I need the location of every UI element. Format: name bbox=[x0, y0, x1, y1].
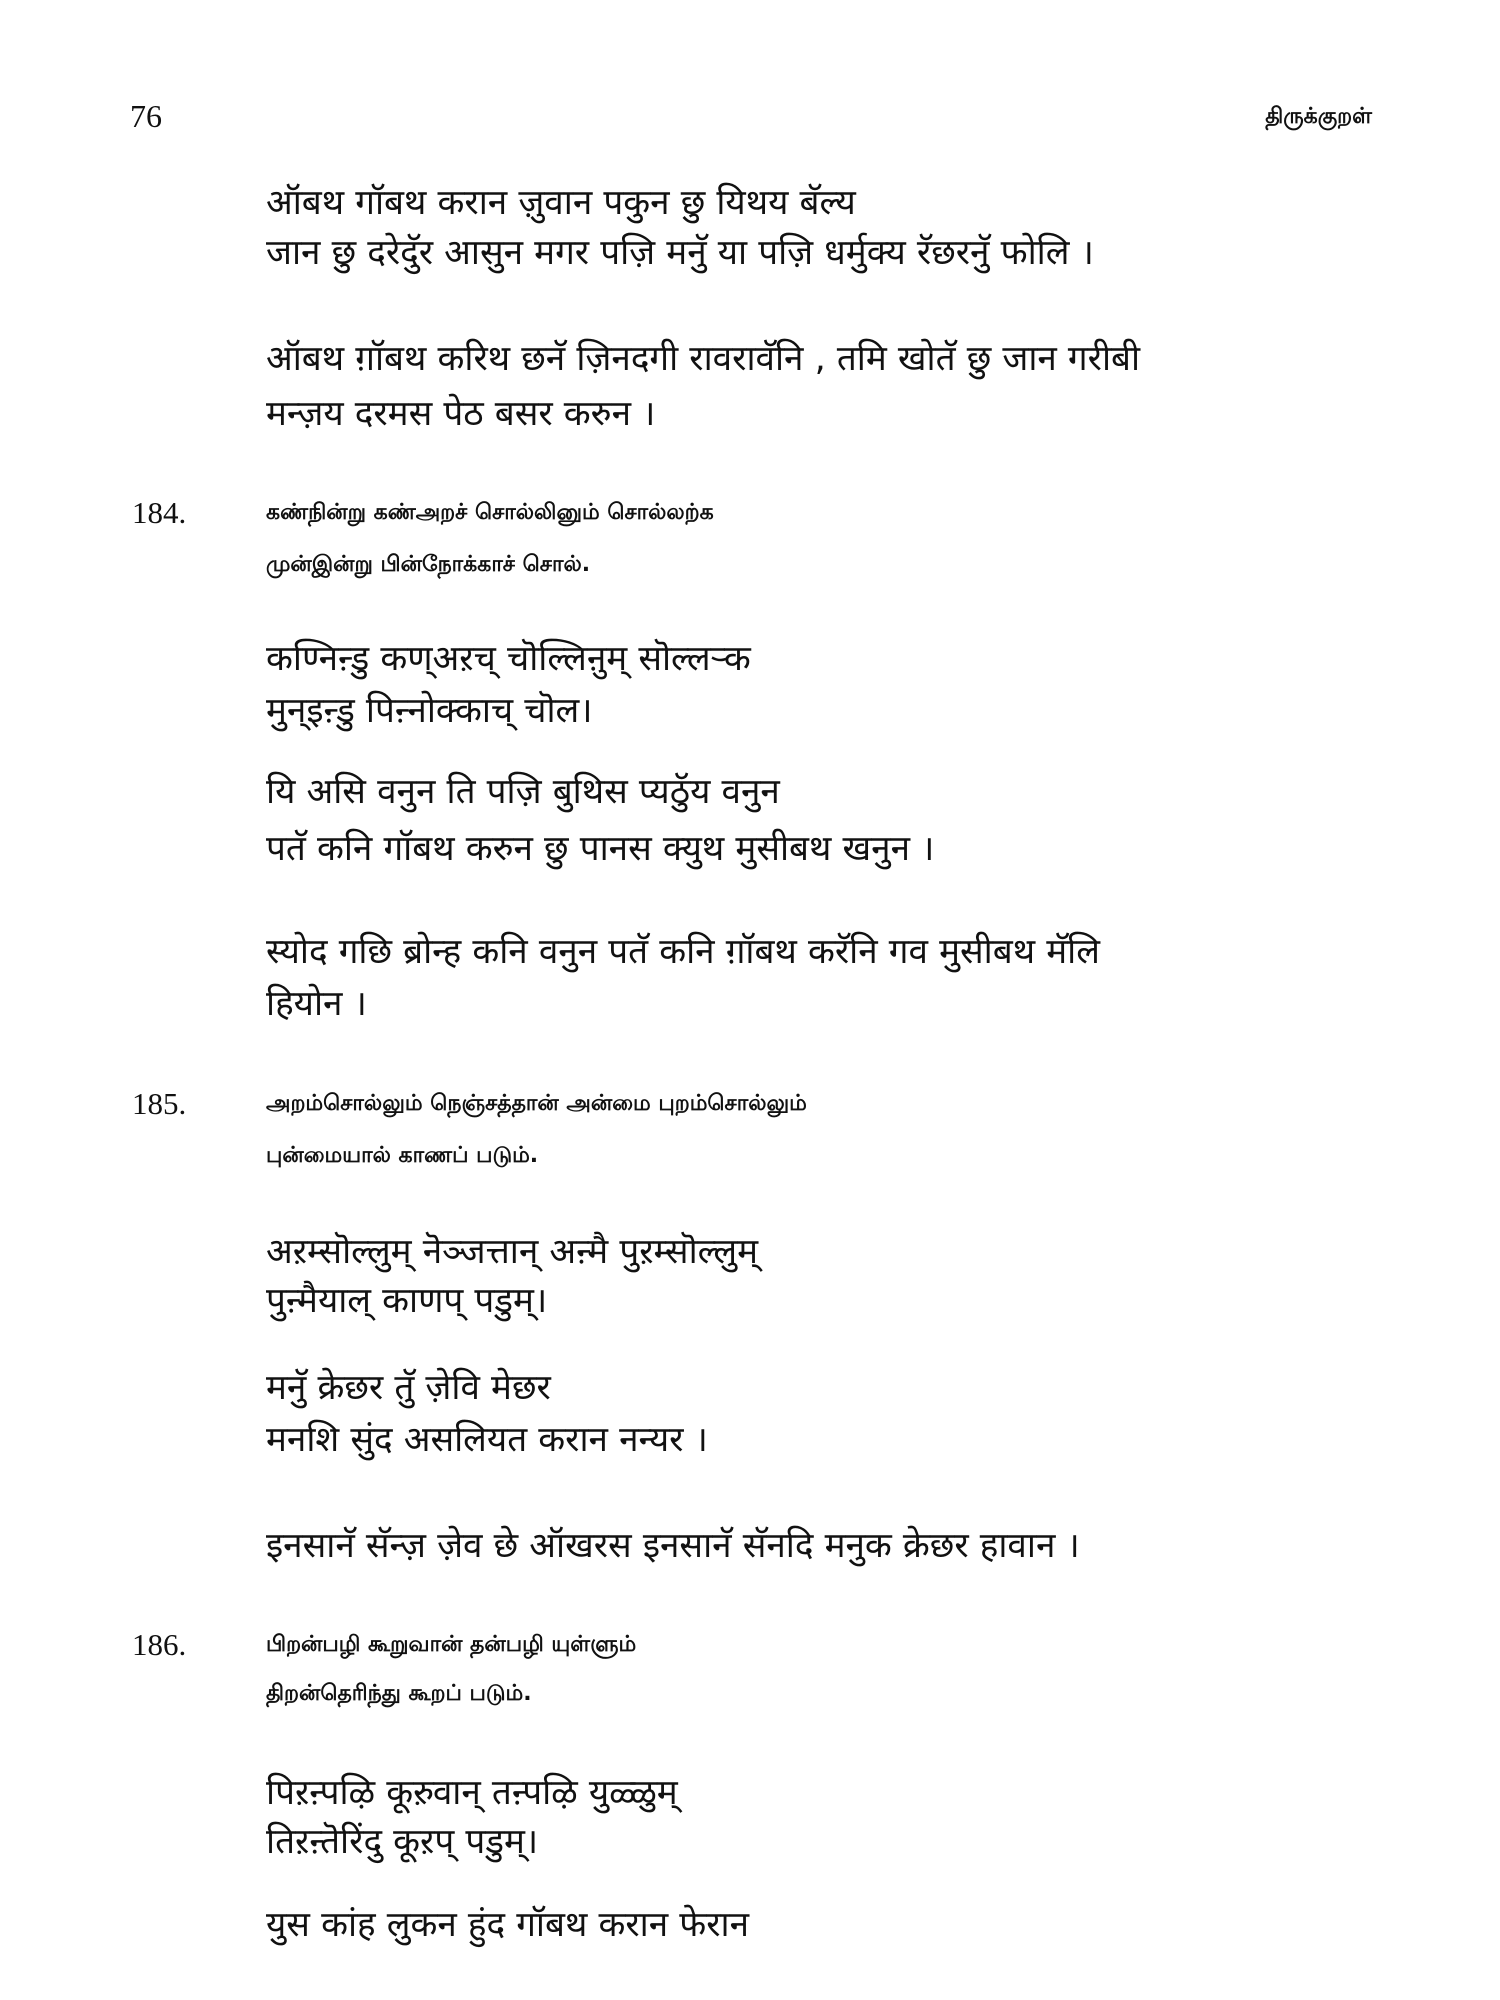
tamil-line: அறம்சொல்லும் நெஞ்சத்தான் அன்மை புறம்சொல்லும் bbox=[266, 1091, 807, 1116]
verse-number: 186. bbox=[132, 1627, 187, 1662]
intro-line: मन्ज़य दरमस पेठ बसर करुन । bbox=[266, 394, 656, 434]
translit-line: तिऱऩ्तॆरिंदु कूऱप् पडुम्। bbox=[266, 1822, 539, 1862]
tamil-line: புன்மையால் காணப் படும். bbox=[266, 1143, 539, 1168]
tamil-line: திறன்தெரிந்து கூறப் படும். bbox=[266, 1681, 532, 1706]
translation-line: युस कांह लुकन हुंद गॉबथ करान फेरान bbox=[266, 1905, 750, 1945]
verse-number: 184. bbox=[132, 495, 187, 530]
tamil-line: கண்நின்று கண்அறச் சொல்லினும் சொல்லற்க bbox=[266, 500, 714, 525]
translation-line: मनुॅ क्रेछर तुॅ ज़ेवि मेछर bbox=[266, 1368, 551, 1408]
translation-line: मनशि सुंद असलियत करान नन्यर । bbox=[266, 1420, 708, 1460]
running-header: திருக்குறள் bbox=[1265, 104, 1372, 129]
tamil-line: முன்இன்று பின்நோக்காச் சொல். bbox=[266, 552, 591, 577]
verse-number: 185. bbox=[132, 1086, 187, 1121]
translit-line: पिऱऩ्पऴि कूऱुवान् तऩ्पऴि युळ्ळुम् bbox=[266, 1773, 678, 1813]
commentary-line: इनसानॅ सॅन्ज़ ज़ेव छे ऑखरस इनसानॅ सॅनदि मनुक क्रेछर हावान । bbox=[266, 1526, 1080, 1566]
translit-line: पुऩ्मैयाल् काणप् पडुम्। bbox=[266, 1281, 548, 1321]
page-number: 76 bbox=[130, 98, 162, 134]
intro-line: ऑबथ गॉबथ करान ज़ुवान पकुन छु यिथय बॅल्य bbox=[266, 183, 856, 223]
translit-line: कण्निऩ्डु कण्अऱच् चॊल्लिऩुम् सॊल्लऱ्क bbox=[266, 639, 751, 679]
translit-line: मुन्इऩ्डु पिऩ्नोक्काच् चॊल। bbox=[266, 691, 593, 731]
commentary-line: हियोन । bbox=[266, 984, 367, 1024]
commentary-line: स्योद गछि ब्रोन्ह कनि वनुन पतॅ कनि ग़ॉबथ करॅनि गव मुसीबथ मॅलि bbox=[266, 932, 1100, 972]
translation-line: पतॅ कनि गॉबथ करुन छु पानस क्युथ मुसीबथ खनुन । bbox=[266, 829, 935, 869]
intro-line: जान छु दरेदुॅर आसुन मगर पज़ि मनुॅ या पज़ि धर्मुक्य रॅछरनुॅ फोलि । bbox=[266, 233, 1094, 273]
intro-line: ऑबथ ग़ॉबथ करिथ छनॅ ज़िनदगी रावरावॅनि , तमि खोतॅ छु जान गरीबी bbox=[266, 339, 1141, 379]
translit-line: अऱम्सॊल्लुम् नॆञ्जत्तान् अऩ्मै पुऱम्सॊल्लुम् bbox=[266, 1232, 759, 1272]
translation-line: यि असि वनुन ति पज़ि बुथिस प्यठुॅय वनुन bbox=[266, 772, 780, 812]
tamil-line: பிறன்பழி கூறுவான் தன்பழி யுள்ளும் bbox=[266, 1632, 637, 1657]
